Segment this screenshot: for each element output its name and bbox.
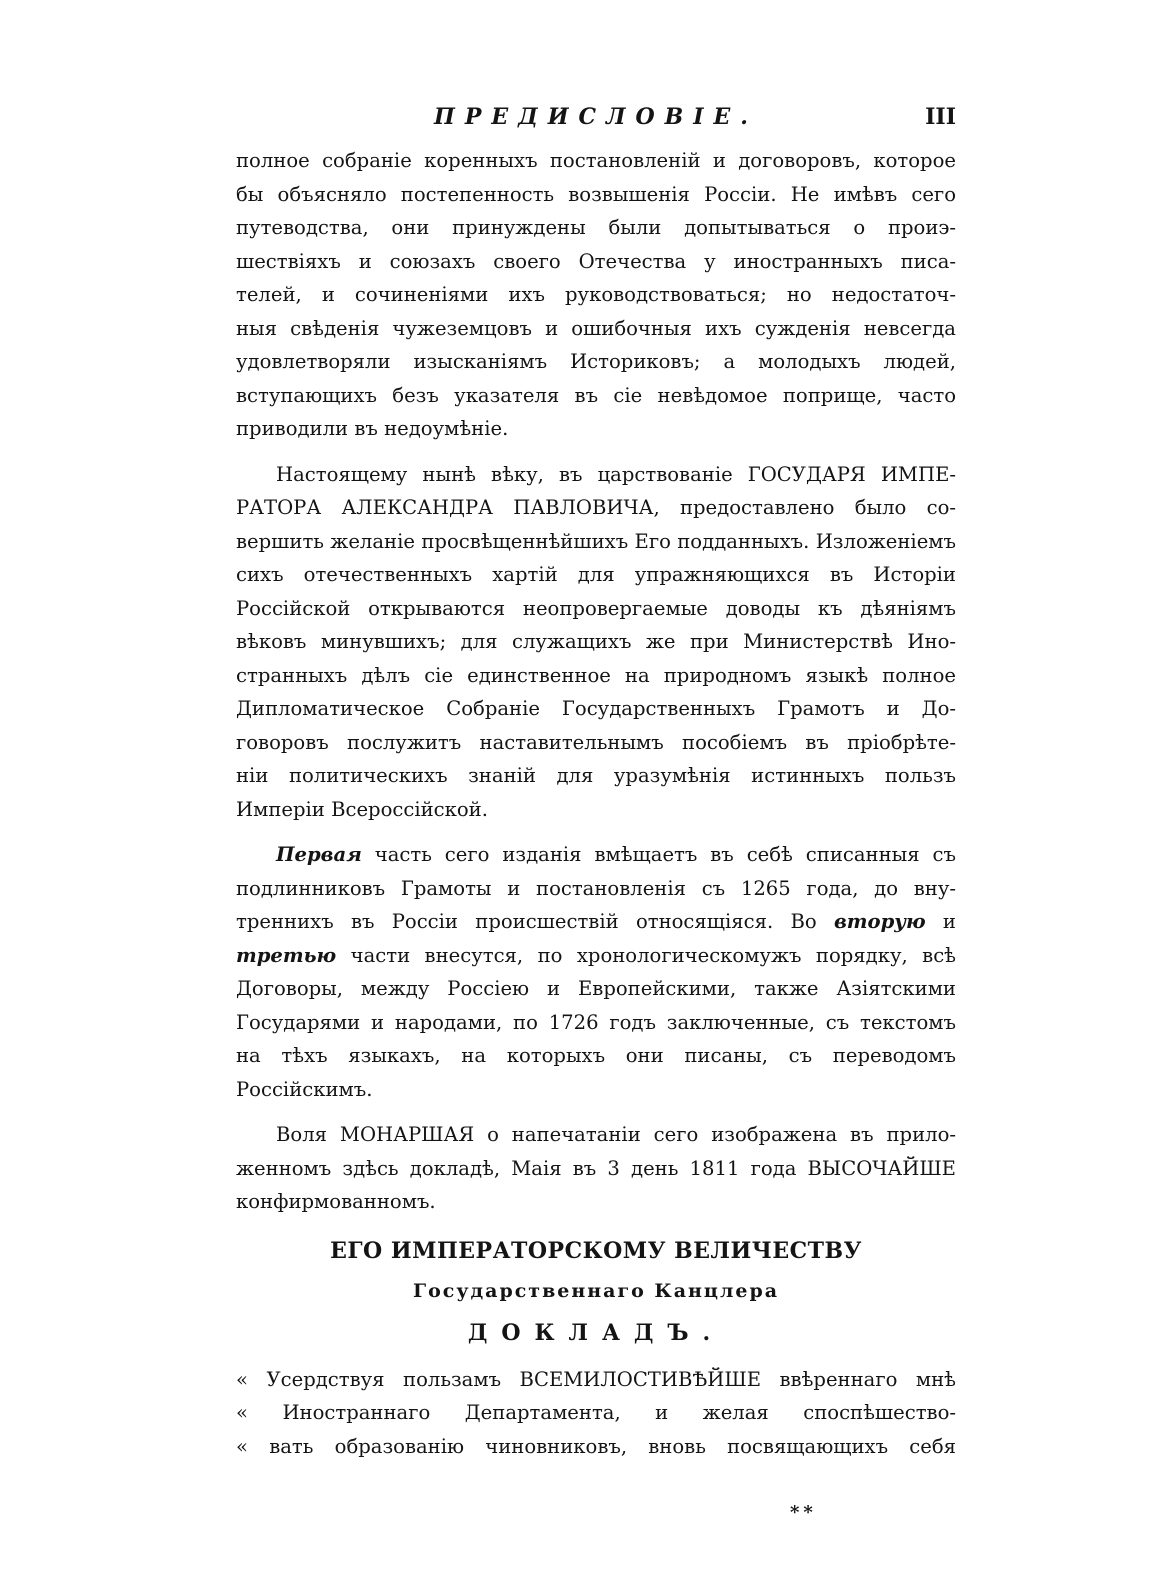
paragraph-4 <box>236 1118 956 1219</box>
text-span: части внесутся, по хронологическомужъ порядку, всѣ <box>336 943 956 967</box>
text-line: странныхъ дѣлъ сіе единственное на природномъ языкѣ полное <box>236 663 956 687</box>
text-line: конфирмованномъ. <box>236 1190 436 1213</box>
text-line: Россійской открываются неопровергаемые доводы къ дѣяніямъ <box>236 596 956 620</box>
text-line: приводили въ недоумѣніе. <box>236 417 509 440</box>
text-span: и <box>925 910 956 933</box>
signature-mark: ** <box>790 1502 817 1523</box>
running-head <box>236 100 956 136</box>
text-line: шествіяхъ и союзахъ своего Отечества у иностранныхъ писа- <box>236 249 956 273</box>
text-line: РАТОРА АЛЕКСАНДРА ПАВЛОВИЧА, предоставлено было со- <box>236 496 956 519</box>
text-line: ніи политическихъ знаній для уразумѣнія истинныхъ пользъ <box>236 764 956 787</box>
paragraph-1 <box>236 144 956 446</box>
italic-word: Первая <box>276 843 362 866</box>
text-line: Россійскимъ. <box>236 1077 373 1101</box>
text-line: на тѣхъ языкахъ, на которыхъ они писаны, съ переводомъ <box>236 1044 956 1067</box>
quote-line: « вать образованію чиновниковъ, вновь посвящающихъ себя <box>236 1434 956 1458</box>
text-line <box>236 939 956 973</box>
text-line: телей, и сочиненіями ихъ руководствоваться; но недостаточ- <box>236 283 956 306</box>
text-span: треннихъ въ Россіи происшествій относящіяся. Во <box>236 910 834 933</box>
text-line: вершить желаніе просвѣщеннѣйшихъ Его подданныхъ. Изложеніемъ <box>236 529 956 553</box>
quote-line: « Усердствуя пользамъ ВСЕМИЛОСТИВѢЙШЕ ввѣреннаго мнѣ <box>236 1367 956 1391</box>
text-line <box>236 905 956 939</box>
text-span: часть сего изданія вмѣщаетъ въ себѣ списанныя съ <box>361 843 956 866</box>
text-line: Имперіи Всероссійской. <box>236 797 488 821</box>
text-line: бы объясняло постепенность возвышенія Россіи. Не имѣвъ сего <box>236 182 956 206</box>
paragraph-2 <box>236 458 956 827</box>
text-line: путеводства, они принуждены были допытываться о проиэ- <box>236 216 956 239</box>
text-line <box>236 838 956 872</box>
text-line: вступающихъ безъ указателя въ сіе невѣдомое поприще, часто <box>236 383 956 407</box>
body-text <box>236 144 956 1463</box>
text-line: удовлетворяли изысканіямъ Историковъ; а молодыхъ людей, <box>236 350 956 373</box>
page-number: III <box>925 104 956 130</box>
page-title: ПРЕДИСЛОВІЕ. <box>434 104 758 130</box>
text-line: говоровъ послужитъ наставительнымъ пособіемъ въ пріобрѣте- <box>236 730 956 754</box>
text-line: полное собраніе коренныхъ постановленій и договоровъ, которое <box>236 149 956 172</box>
paragraph-3 <box>236 838 956 1106</box>
text-line: подлинниковъ Грамоты и постановленія съ 1265 года, до вну- <box>236 876 956 900</box>
text-line: Договоры, между Россіею и Европейскими, также Азіятскими <box>236 977 956 1000</box>
dedication-heading: ЕГО ИМПЕРАТОРСКОМУ ВЕЛИЧЕСТВУ <box>330 1237 862 1264</box>
quote-line: « Иностраннаго Департамента, и желая споспѣшество- <box>236 1401 956 1424</box>
text-line: Дипломатическое Собраніе Государственныхъ Грамотъ и До- <box>236 697 956 720</box>
chancellor-heading: Государственнаго Канцлера <box>412 1279 780 1302</box>
italic-word: третью <box>236 943 337 967</box>
text-line: женномъ здѣсь докладѣ, Маія въ 3 день 1811 года ВЫСОЧАЙШЕ <box>236 1156 956 1180</box>
italic-word: вторую <box>833 910 926 933</box>
text-line: Государями и народами, по 1726 годъ заключенные, съ текстомъ <box>236 1010 956 1034</box>
report-heading: ДОКЛАДЪ. <box>467 1319 725 1346</box>
text-line: Настоящему нынѣ вѣку, въ царствованіе ГОСУДАРЯ ИМПЕ- <box>276 462 956 486</box>
text-line: вѣковъ минувшихъ; для служащихъ же при Министерствѣ Ино- <box>236 630 956 653</box>
text-line: Воля МОНАРШАЯ о напечатаніи сего изображена въ прило- <box>276 1123 956 1146</box>
report-quote <box>236 1363 956 1464</box>
text-line: ныя свѣденія чужеземцовъ и ошибочныя ихъ сужденія невсегда <box>236 316 956 340</box>
text-line: сихъ отечественныхъ хартій для упражняющихся въ Исторіи <box>236 563 956 586</box>
